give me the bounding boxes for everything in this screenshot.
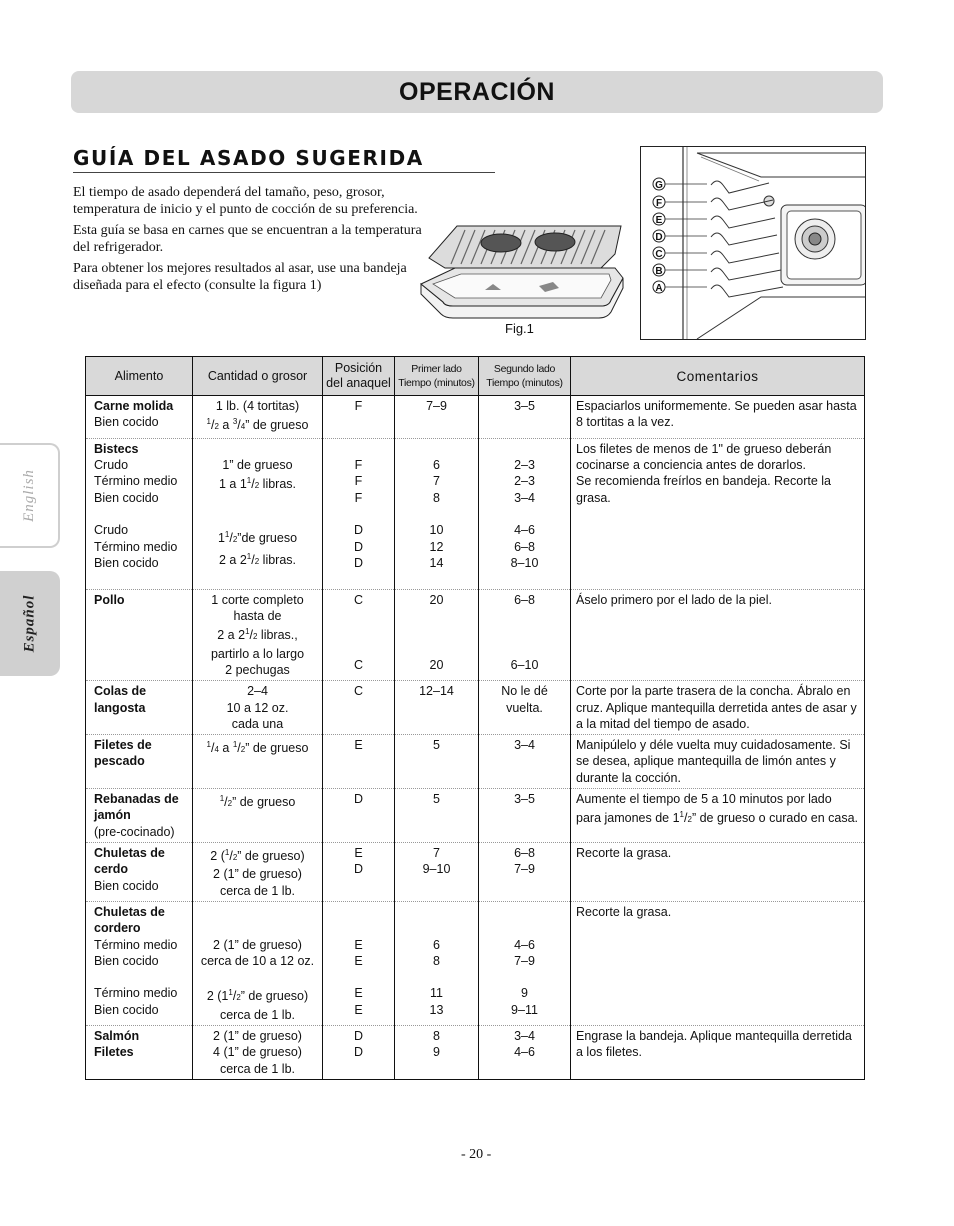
second-side-cell-line: 9 bbox=[521, 986, 528, 1001]
amount-cell bbox=[193, 396, 323, 439]
comments-cell-line: Manipúlelo y déle vuelta muy cuidadosamente. Si se desea, aplique mantequilla de limón antes y durante la cocción. bbox=[576, 738, 851, 785]
rack-cell bbox=[323, 842, 395, 901]
rack-cell bbox=[323, 735, 395, 789]
food-cell bbox=[86, 735, 193, 789]
food-cell-line: Término medio bbox=[94, 474, 178, 489]
table-row bbox=[86, 901, 865, 1025]
food-cell-line: Bien cocido bbox=[94, 555, 159, 570]
amount-cell bbox=[193, 789, 323, 843]
food-cell-line: Bien cocido bbox=[94, 490, 159, 505]
tab-espanol[interactable] bbox=[0, 571, 60, 676]
amount-cell bbox=[193, 438, 323, 589]
table-row bbox=[86, 842, 865, 901]
amount-cell-line: hasta de bbox=[233, 608, 282, 623]
table-row bbox=[86, 1026, 865, 1080]
first-side-cell bbox=[395, 1026, 479, 1080]
first-side-cell-line: 9 bbox=[433, 1045, 440, 1060]
comments-cell-line: Recorte la grasa. bbox=[576, 904, 672, 919]
first-side-cell bbox=[395, 438, 479, 589]
comments-cell bbox=[571, 901, 865, 1025]
amount-cell bbox=[193, 842, 323, 901]
table-row bbox=[86, 438, 865, 589]
amount-cell-line: 2–4 bbox=[247, 684, 268, 699]
first-side-cell-line: 5 bbox=[433, 738, 440, 753]
food-cell-line bbox=[94, 506, 188, 522]
first-side-cell-line: 8 bbox=[433, 490, 440, 505]
intro-paragraph: El tiempo de asado dependerá del tamaño, peso, grosor, temperatura de inicio y el punto de cocción de su preferencia. bbox=[73, 185, 418, 217]
comments-cell-line: Espaciarlos uniformemente. Se pueden asar hasta 8 tortitas a la vez. bbox=[576, 399, 857, 430]
second-side-cell-line: 6–10 bbox=[510, 657, 539, 672]
amount-cell-line bbox=[195, 441, 320, 457]
first-side-cell-line: 11 bbox=[430, 986, 443, 1001]
first-side-cell-line: 12 bbox=[429, 539, 444, 554]
amount-cell-line: 1 lb. (4 tortitas) bbox=[215, 399, 300, 413]
intro-paragraph: Para obtener los mejores resultados al asar, use una bandeja diseñada para el efecto (consulte la figura 1) bbox=[73, 261, 407, 293]
second-side-cell bbox=[479, 842, 571, 901]
food-cell bbox=[86, 589, 193, 681]
amount-cell-line: 10 a 12 oz. bbox=[226, 700, 289, 715]
food-cell-line: pescado bbox=[94, 754, 145, 769]
rack-cell-line: F bbox=[354, 399, 363, 413]
comments-cell bbox=[571, 1026, 865, 1080]
broil-guide-table bbox=[85, 356, 865, 1080]
amount-cell-line: 1” de grueso bbox=[222, 458, 293, 473]
second-side-cell-line: 2–3 bbox=[514, 474, 535, 489]
second-side-cell-line: 3–4 bbox=[514, 490, 535, 505]
food-cell-line: Bien cocido bbox=[94, 415, 159, 430]
amount-cell-line bbox=[195, 495, 320, 511]
rack-cell-line: D bbox=[353, 555, 364, 570]
comments-cell-line: Se recomienda freírlos en bandeja. Recorte la grasa. bbox=[576, 474, 832, 505]
food-cell bbox=[86, 438, 193, 589]
second-side-cell-line bbox=[481, 441, 568, 457]
first-side-cell-line: 6 bbox=[433, 458, 440, 473]
amount-cell bbox=[193, 589, 323, 681]
comments-cell-line: Corte por la parte trasera de la concha. Ábralo en cruz. Aplique mantequilla derretida antes de asar y a la mitad del tiempo de asado. bbox=[576, 684, 857, 731]
amount-cell-line: $^1$/4 a $^1$/2” de grueso bbox=[206, 740, 309, 756]
amount-cell-line: 2 pechugas bbox=[225, 662, 290, 677]
second-side-cell-line: 3–4 bbox=[514, 738, 535, 753]
comments-cell bbox=[571, 396, 865, 439]
rack-cell-line: E bbox=[354, 986, 363, 1001]
rack-label: A bbox=[655, 283, 663, 294]
rack-cell-line: F bbox=[354, 474, 363, 489]
first-side-cell-line: 20 bbox=[429, 657, 444, 672]
amount-cell-line: 2 a $2^1/2$ libras., bbox=[217, 627, 298, 643]
food-cell-line: Pollo bbox=[94, 592, 125, 607]
first-side-cell bbox=[395, 681, 479, 735]
food-cell-line: Término medio bbox=[94, 937, 178, 952]
second-side-cell bbox=[479, 735, 571, 789]
amount-cell-line: 2 ($^1$/2” de grueso) bbox=[210, 847, 305, 864]
first-side-cell-line bbox=[397, 624, 476, 640]
second-side-cell-line: 9–11 bbox=[511, 1002, 538, 1017]
rack-cell-line: D bbox=[353, 539, 364, 554]
food-cell bbox=[86, 681, 193, 735]
food-cell-line: Chuletas de bbox=[94, 845, 165, 860]
food-cell-line: Término medio bbox=[94, 539, 178, 554]
amount-cell-line: 2 ($1^1/2$” de grueso) bbox=[206, 988, 309, 1004]
table-row bbox=[86, 396, 865, 439]
rack-label: D bbox=[655, 232, 663, 243]
amount-cell-line: 2 (1” de grueso) bbox=[213, 937, 302, 952]
tab-english-label: English bbox=[20, 469, 37, 522]
second-side-cell-line: 7–9 bbox=[514, 862, 535, 877]
comments-cell bbox=[571, 589, 865, 681]
first-side-cell-line: 13 bbox=[429, 1002, 444, 1017]
broiler-pan-illustration bbox=[415, 218, 625, 322]
food-cell-line bbox=[94, 969, 188, 985]
first-side-cell-line: 7 bbox=[433, 474, 440, 489]
amount-cell-line: cada una bbox=[231, 716, 284, 731]
first-side-cell bbox=[395, 589, 479, 681]
rack-label: C bbox=[655, 249, 663, 260]
comments-cell bbox=[571, 681, 865, 735]
figure-caption: Fig.1 bbox=[505, 321, 534, 336]
second-side-cell-line bbox=[481, 624, 568, 640]
second-side-cell-line: No le dé bbox=[501, 684, 548, 699]
amount-cell-line: $^1$/2” de grueso bbox=[219, 794, 296, 810]
food-cell-line: Rebanadas de bbox=[94, 792, 179, 807]
amount-cell-line: $^1$/2 a $^3$/4” de grueso bbox=[206, 417, 309, 433]
amount-cell bbox=[193, 901, 323, 1025]
food-cell-line: Chuletas de bbox=[94, 904, 165, 919]
rack-cell-line: E bbox=[354, 845, 363, 860]
second-side-cell-line: 6–8 bbox=[514, 845, 535, 860]
first-side-cell-line: 6 bbox=[433, 937, 440, 952]
amount-cell-line: $1^1/2”de$ grueso bbox=[217, 530, 298, 546]
first-side-cell-line bbox=[397, 969, 476, 985]
comments-cell-line: Áselo primero por el lado de la piel. bbox=[576, 592, 772, 607]
second-side-cell-line: 4–6 bbox=[514, 1045, 535, 1060]
intro-paragraph: Esta guía se basa en carnes que se encuentran a la temperatura del refrigerador. bbox=[73, 223, 422, 255]
rack-cell bbox=[323, 438, 395, 589]
food-cell-line: Término medio bbox=[94, 986, 178, 1001]
first-side-cell-line: 20 bbox=[429, 592, 444, 607]
rack-cell bbox=[323, 589, 395, 681]
first-side-cell-line: 5 bbox=[433, 792, 440, 807]
header-food: Alimento bbox=[86, 357, 193, 396]
rack-label: G bbox=[655, 180, 663, 191]
second-side-cell bbox=[479, 438, 571, 589]
food-cell-line: Carne molida bbox=[94, 399, 174, 413]
amount-cell-line: 1 a $1^1/2$ libras. bbox=[218, 476, 297, 492]
tab-espanol-label: Español bbox=[21, 594, 38, 653]
food-cell-line: cordero bbox=[94, 921, 141, 936]
second-side-cell-line bbox=[481, 506, 568, 522]
first-side-cell-line: 10 bbox=[429, 523, 444, 538]
rack-cell-line bbox=[325, 441, 392, 457]
food-cell-line: Bien cocido bbox=[94, 953, 159, 968]
rack-cell-line: E bbox=[354, 1002, 363, 1017]
first-side-cell-line: 7–9 bbox=[426, 399, 447, 413]
amount-cell-line bbox=[195, 904, 320, 920]
rack-cell bbox=[323, 681, 395, 735]
rack-cell-line bbox=[325, 969, 392, 985]
second-side-cell bbox=[479, 1026, 571, 1080]
table-row bbox=[86, 789, 865, 843]
rack-cell-line: C bbox=[353, 592, 364, 607]
comments-cell-line: Recorte la grasa. bbox=[576, 845, 672, 860]
second-side-cell-line bbox=[481, 920, 568, 936]
intro-text bbox=[73, 184, 425, 298]
second-side-cell-line bbox=[481, 608, 568, 624]
second-side-cell-line: 2–3 bbox=[514, 458, 535, 473]
food-cell-line: Bien cocido bbox=[94, 878, 159, 893]
food-cell bbox=[86, 396, 193, 439]
amount-cell-line bbox=[195, 511, 320, 527]
rack-cell bbox=[323, 1026, 395, 1080]
rack-cell-line: D bbox=[353, 862, 364, 877]
rack-cell bbox=[323, 396, 395, 439]
amount-cell-line: 2 (1” de grueso) bbox=[213, 1029, 302, 1044]
food-cell bbox=[86, 901, 193, 1025]
header-band bbox=[71, 71, 883, 113]
second-side-cell-line: 3–5 bbox=[514, 399, 535, 413]
rack-cell-line: D bbox=[353, 1029, 364, 1044]
second-side-cell bbox=[479, 681, 571, 735]
second-side-cell-line: 4–6 bbox=[514, 523, 535, 538]
food-cell-line: Filetes de bbox=[94, 738, 152, 753]
comments-cell-line: Engrase la bandeja. Aplique mantequilla derretida a los filetes. bbox=[576, 1029, 852, 1060]
comments-cell-line: Los filetes de menos de 1" de grueso deberán cocinarse a conciencia antes de dorarlos. bbox=[576, 441, 832, 473]
second-side-cell-line: 3–5 bbox=[514, 792, 535, 807]
header-first-side: Primer lado Tiempo (minutos) bbox=[395, 357, 479, 396]
amount-cell-line: partirlo a lo largo bbox=[210, 646, 305, 661]
rack-cell-line bbox=[325, 506, 392, 522]
rack-cell-line bbox=[325, 904, 392, 920]
first-side-cell bbox=[395, 901, 479, 1025]
page-number: - 20 - bbox=[461, 1147, 492, 1162]
rack-label: E bbox=[655, 215, 663, 226]
food-cell bbox=[86, 789, 193, 843]
amount-cell-line bbox=[195, 920, 320, 936]
food-cell-line: Crudo bbox=[94, 523, 129, 538]
rack-cell-line: D bbox=[353, 1045, 364, 1060]
second-side-cell-line: 6–8 bbox=[514, 539, 535, 554]
rack-cell bbox=[323, 901, 395, 1025]
rack-label: F bbox=[655, 198, 663, 209]
tab-english[interactable] bbox=[0, 443, 60, 548]
amount-cell-line: 1 corte completo bbox=[211, 592, 304, 607]
food-cell-line: Bistecs bbox=[94, 441, 139, 456]
second-side-cell-line bbox=[481, 640, 568, 656]
second-side-cell bbox=[479, 396, 571, 439]
food-cell-line: Filetes bbox=[94, 1045, 134, 1060]
rack-cell-line: F bbox=[354, 490, 363, 505]
amount-cell bbox=[193, 1026, 323, 1080]
rack-cell bbox=[323, 789, 395, 843]
food-cell-line: jamón bbox=[94, 808, 131, 823]
first-side-cell-line: 8 bbox=[433, 953, 440, 968]
food-cell-line: Bien cocido bbox=[94, 1002, 159, 1017]
food-cell-line: (pre-cocinado) bbox=[94, 824, 175, 839]
header-comments: Comentarios bbox=[571, 357, 865, 396]
first-side-cell-line: 9–10 bbox=[422, 862, 451, 877]
first-side-cell bbox=[395, 842, 479, 901]
comments-cell bbox=[571, 789, 865, 843]
amount-cell-line: 4 (1” de grueso) bbox=[213, 1045, 302, 1060]
food-cell-line: Salmón bbox=[94, 1029, 140, 1044]
rack-cell-line bbox=[325, 608, 392, 624]
rack-cell-line bbox=[325, 920, 392, 936]
page-title: OPERACIÓN bbox=[399, 77, 555, 106]
second-side-cell bbox=[479, 589, 571, 681]
amount-cell-line bbox=[195, 969, 320, 985]
second-side-cell-line: 8–10 bbox=[510, 555, 539, 570]
second-side-cell-line: vuelta. bbox=[506, 700, 543, 715]
first-side-cell-line: 7 bbox=[433, 845, 440, 860]
table-row bbox=[86, 589, 865, 681]
comments-cell bbox=[571, 735, 865, 789]
first-side-cell bbox=[395, 789, 479, 843]
second-side-cell-line: 7–9 bbox=[514, 953, 535, 968]
first-side-cell bbox=[395, 396, 479, 439]
comments-cell bbox=[571, 842, 865, 901]
second-side-cell bbox=[479, 789, 571, 843]
table-row bbox=[86, 681, 865, 735]
amount-cell-line: 2 (1” de grueso) bbox=[213, 867, 302, 882]
food-cell-line: langosta bbox=[94, 700, 146, 715]
first-side-cell-line bbox=[397, 904, 476, 920]
food-cell bbox=[86, 842, 193, 901]
rack-cell-line: E bbox=[354, 937, 363, 952]
rack-cell-line bbox=[325, 624, 392, 640]
rack-cell-line: D bbox=[353, 792, 364, 807]
second-side-cell-line: 4–6 bbox=[514, 937, 535, 952]
second-side-cell bbox=[479, 901, 571, 1025]
food-cell-line: Crudo bbox=[94, 458, 129, 473]
food-cell bbox=[86, 1026, 193, 1080]
second-side-cell-line: 3–4 bbox=[514, 1029, 535, 1044]
comments-cell bbox=[571, 438, 865, 589]
amount-cell-line: cerca de 1 lb. bbox=[219, 1007, 296, 1022]
table-row bbox=[86, 735, 865, 789]
rack-cell-line: C bbox=[353, 657, 364, 672]
header-rack: Posición del anaquel bbox=[323, 357, 395, 396]
food-cell-line: cerdo bbox=[94, 862, 129, 877]
rack-label: B bbox=[655, 266, 663, 277]
rack-cell-line: E bbox=[354, 738, 363, 753]
first-side-cell-line bbox=[397, 441, 476, 457]
amount-cell bbox=[193, 681, 323, 735]
header-amount: Cantidad o grosor bbox=[193, 357, 323, 396]
rack-cell-line bbox=[325, 640, 392, 656]
amount-cell-line bbox=[195, 570, 320, 586]
rack-cell-line: E bbox=[354, 953, 363, 968]
first-side-cell-line bbox=[397, 608, 476, 624]
food-cell-line: Colas de bbox=[94, 684, 147, 699]
first-side-cell-line bbox=[397, 506, 476, 522]
second-side-cell-line: 6–8 bbox=[514, 592, 535, 607]
first-side-cell-line bbox=[397, 920, 476, 936]
table-header-row bbox=[86, 357, 865, 396]
amount-cell-line: cerca de 1 lb. bbox=[219, 1061, 296, 1076]
second-side-cell-line bbox=[481, 904, 568, 920]
first-side-cell-line: 8 bbox=[433, 1029, 440, 1044]
first-side-cell-line bbox=[397, 640, 476, 656]
amount-cell-line: cerca de 1 lb. bbox=[219, 883, 296, 898]
section-title: GUÍA DEL ASADO SUGERIDA bbox=[73, 146, 495, 173]
first-side-cell-line: 12–14 bbox=[419, 684, 454, 699]
amount-cell bbox=[193, 735, 323, 789]
oven-rack-positions-illustration bbox=[640, 146, 866, 340]
rack-cell-line: F bbox=[354, 458, 363, 473]
amount-cell-line: 2 a $2^1/2$ libras. bbox=[218, 551, 297, 567]
rack-cell-line: D bbox=[353, 523, 364, 538]
first-side-cell-line: 14 bbox=[429, 555, 444, 570]
amount-cell-line: cerca de 10 a 12 oz. bbox=[200, 953, 315, 968]
rack-cell-line: C bbox=[353, 684, 364, 699]
first-side-cell bbox=[395, 735, 479, 789]
header-second-side: Segundo lado Tiempo (minutos) bbox=[479, 357, 571, 396]
second-side-cell-line bbox=[481, 969, 568, 985]
comments-cell-line: Aumente el tiempo de 5 a 10 minutos por lado para jamones de $1^1/2$” de grueso o curado en casa. bbox=[576, 792, 859, 826]
